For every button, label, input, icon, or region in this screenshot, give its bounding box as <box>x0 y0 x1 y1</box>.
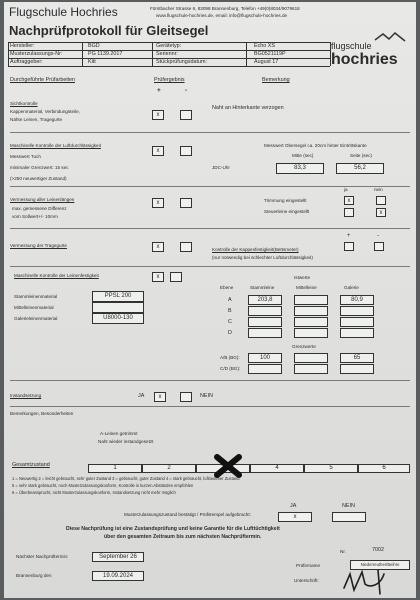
porosity-side-label: Seite (sec) <box>350 153 372 158</box>
ab-gallery-limit-value[interactable]: 65 <box>340 353 374 363</box>
line-strength-minus-checkbox[interactable] <box>170 272 182 282</box>
date-value[interactable]: 19.09.2024 <box>92 571 144 581</box>
level-header: Ebene <box>220 285 234 290</box>
visual-check-title: Sichtkontrolle <box>10 101 38 106</box>
signature-label: Unterschrift: <box>294 578 319 583</box>
main-line-b-value[interactable] <box>248 306 282 316</box>
serial-value: BG0521119P <box>254 51 286 57</box>
condition-legend-1: 1 = Neuwertig 2 = leicht gebraucht, sehr guter Zustand 3 = gebraucht, guter Zustand 4 = stark gebraucht, lufiriedener Zustand <box>12 476 240 481</box>
cd-main-limit-value[interactable] <box>248 364 282 374</box>
disclaimer-line-2: über den gesamten Zeitraum bis zum nächsten Nachprüftermin. <box>104 534 262 540</box>
middle-line-b-value[interactable] <box>294 306 328 316</box>
main-line-a-value[interactable]: 203,8 <box>248 295 282 305</box>
brake-line-label: Steuerleine eingestellt <box>264 209 310 214</box>
device-info <box>8 42 330 66</box>
selected-grade-cross-icon <box>214 454 242 478</box>
number-label: Nr. <box>340 549 346 554</box>
level-a: A <box>228 297 232 303</box>
trim-no-checkbox[interactable] <box>376 196 386 205</box>
visual-check-plus-checkbox[interactable]: x <box>152 110 164 120</box>
company-name: Flugschule Hochries <box>9 5 118 19</box>
main-line-material-value[interactable]: PPSL 200 <box>92 291 144 302</box>
porosity-title: Maschinelle Kontrolle der Luftdurchlässigkeit <box>10 143 101 148</box>
serial-label: Seriennr: <box>156 51 178 57</box>
lines-no-header: nein <box>374 187 383 192</box>
trim-label: Trimmung eingestellt <box>264 198 307 203</box>
inspector-name-label: Prüfername <box>296 563 321 568</box>
line-lengths-title: Vermessung aller Leinenlängen <box>10 197 75 202</box>
middle-line-material-value[interactable] <box>92 302 144 313</box>
line-lengths-minus-checkbox[interactable] <box>180 198 192 208</box>
gallery-line-material-label: Galerieleinenmaterial <box>14 316 58 321</box>
porosity-line-1: Messwert Tuch <box>10 154 41 159</box>
canopy-strength-note: (nur notwendig bei schlechter Luftdurchlässigkeit) <box>212 255 313 260</box>
porosity-middle-label: Mitte (sec) <box>292 153 314 158</box>
main-line-c-value[interactable] <box>248 317 282 327</box>
ab-main-limit-value[interactable]: 100 <box>248 353 282 363</box>
type-label: Gerätetyp: <box>156 43 182 49</box>
middle-line-material-label: Mittelleinenmaterial <box>14 305 54 310</box>
page-title: Nachprüfprotokoll für Gleitsegel <box>9 23 209 38</box>
condition-legend-3: 6 = Überbeansprucht, nicht Musterzulassungskonform, Instandsetzung nicht mehr möglich <box>12 490 176 495</box>
grade-2[interactable]: 2 <box>142 464 196 473</box>
grade-6[interactable]: 6 <box>358 464 410 473</box>
inspector-name-value[interactable]: Niederreuther/Beihre <box>350 560 410 570</box>
main-line-d-value[interactable] <box>248 328 282 338</box>
gallery-line-material-value[interactable]: U8000-130 <box>92 313 144 324</box>
brake-line-yes-checkbox[interactable] <box>344 208 354 217</box>
tests-column-header: Durchgeführte Prüfarbeiten <box>10 77 76 83</box>
manufacturer-value: BGD <box>88 43 100 49</box>
condition-legend-2: 5 = sehr stark gebraucht, noch Musterzulassungskonform, Kontrolle in kurzen Abständen empfohlen <box>12 483 194 488</box>
conform-no-label: NEIN <box>342 503 355 509</box>
limit-values-header: Grenzwerte <box>292 344 316 349</box>
ab-middle-limit-value[interactable] <box>294 353 328 363</box>
canopy-strength-minus-checkbox[interactable] <box>374 242 384 251</box>
company-web: www.flugschule-hochries.de, email: info@flugschule-hochries.de <box>156 13 288 18</box>
gallery-line-header: Galerie <box>344 285 359 290</box>
porosity-minus-checkbox[interactable] <box>180 146 192 156</box>
visual-check-line-2: Nähte Leinen, Tragegurte <box>10 117 63 122</box>
gallery-line-c-value[interactable] <box>340 317 374 327</box>
result-column-header: Prüfergebnis <box>154 77 185 83</box>
gallery-line-a-value[interactable]: 80,9 <box>340 295 374 305</box>
actual-values-header: Istwerte <box>294 275 311 280</box>
trim-yes-checkbox[interactable]: x <box>344 196 354 205</box>
conform-yes-checkbox[interactable]: x <box>278 512 312 522</box>
disclaimer-line-1: Diese Nachprüfung ist eine Zustandsprüfung und keine Garantie für die Lufttüchtigkeit <box>66 526 280 532</box>
line-lengths-line-2: vom Sollwert+/- 10mm <box>12 214 58 219</box>
plus-header: + <box>157 87 161 94</box>
main-line-header: Stammleine <box>250 285 275 290</box>
line-strength-title: Maschinelle Kontrolle der Leinenfestigkeit <box>14 273 99 278</box>
cd-gallery-limit-value[interactable] <box>340 364 374 374</box>
risers-minus-checkbox[interactable] <box>180 242 192 252</box>
gallery-line-b-value[interactable] <box>340 306 374 316</box>
middle-line-d-value[interactable] <box>294 328 328 338</box>
conform-no-checkbox[interactable] <box>332 512 366 522</box>
remarks-title: Bemerkungen, Besonderheiten <box>10 411 74 416</box>
repair-yes-checkbox[interactable]: x <box>154 392 166 402</box>
manufacturer-label: Hersteller: <box>10 43 35 49</box>
company-address: Förstbacher Strasse 6, 83098 Brannenburg, Telefon +49(0)8034/9079618 <box>150 6 300 11</box>
overall-condition-title: Gesamtzustand <box>12 462 50 468</box>
signature-image <box>340 566 400 596</box>
grade-5[interactable]: 5 <box>304 464 358 473</box>
next-inspection-label: Nächster Nachprüftermin: <box>16 554 69 559</box>
porosity-plus-checkbox[interactable]: x <box>152 146 164 156</box>
remark-line-2: Naht wieder instandgesetzt <box>98 439 154 444</box>
porosity-line-3: (>250 neuwertiger Zustand) <box>10 176 67 181</box>
repair-title: Instandsetzung <box>10 393 42 398</box>
grade-4[interactable]: 4 <box>250 464 304 473</box>
cd-limit-label: C/D (BG): <box>220 366 241 371</box>
middle-line-c-value[interactable] <box>294 317 328 327</box>
gallery-line-d-value[interactable] <box>340 328 374 338</box>
cd-middle-limit-value[interactable] <box>294 364 328 374</box>
grade-1[interactable]: 1 <box>88 464 142 473</box>
level-d: D <box>228 330 232 336</box>
conform-text: Musterzulassungszustand bestätigt / Prüfstempel aufgebracht: <box>124 512 251 517</box>
main-line-material-label: Stammleinenmaterial <box>14 294 58 299</box>
lines-yes-header: ja <box>344 187 348 192</box>
conform-yes-label: JA <box>290 503 297 509</box>
minus-header: - <box>185 87 188 94</box>
risers-plus-checkbox[interactable]: x <box>152 242 164 252</box>
visual-check-minus-checkbox[interactable] <box>180 110 192 120</box>
middle-line-header: Mittelleine <box>296 285 317 290</box>
repair-yes-label: JA <box>138 393 145 399</box>
date-label: Brannenburg den <box>16 573 52 578</box>
middle-line-a-value[interactable] <box>294 295 328 305</box>
approval-value: PG 1139.2017 <box>88 51 123 57</box>
strength-minus-header: - <box>377 233 379 239</box>
number-value: 7002 <box>372 547 384 553</box>
strength-plus-header: + <box>347 233 351 239</box>
visual-check-line-1: Kappenmaterial, Verbindungsteile, <box>10 109 80 114</box>
client-label: Auftraggeber: <box>10 59 43 65</box>
inspection-date-value: August 17 <box>254 59 279 65</box>
line-strength-plus-checkbox[interactable]: x <box>152 272 164 282</box>
porosity-middle-value[interactable]: 83,3 <box>276 163 324 174</box>
level-c: C <box>228 319 232 325</box>
visual-check-remark: Naht an Hinterkante verzogen <box>212 105 284 111</box>
repair-no-label: NEIN <box>200 393 213 399</box>
line-lengths-line-1: max. gemessene Differenz <box>12 206 67 211</box>
porosity-line-2: minimaler Grenzwert: 15 sec <box>10 165 69 170</box>
risers-title: Vermessung der Tragegurte <box>10 243 67 248</box>
hochries-logo: flugschule hochries <box>331 30 413 70</box>
porosity-remark: Messwert Obersegel ca. 20cm hinter Eintrittskante <box>264 143 367 148</box>
ab-limit-label: A/B (BG): <box>220 355 240 360</box>
next-inspection-value[interactable]: September 26 <box>92 552 144 562</box>
level-b: B <box>228 308 232 314</box>
remark-column-header: Bemerkung <box>262 77 290 83</box>
client-value: Kitt <box>88 59 96 65</box>
canopy-strength-plus-checkbox[interactable] <box>344 242 354 251</box>
repair-no-checkbox[interactable] <box>180 392 192 402</box>
protocol-sheet <box>4 2 416 598</box>
line-lengths-plus-checkbox[interactable]: x <box>152 198 164 208</box>
brake-line-no-checkbox[interactable]: x <box>376 208 386 217</box>
remark-line-1: A-Leinen getrimmt <box>100 431 138 436</box>
type-value: Echo XS <box>254 43 275 49</box>
canopy-strength-remark: Kontrolle der Kappenfestigkeit(Bettsmeter) <box>212 247 299 252</box>
inspection-date-label: Stückprüfungsdatum: <box>156 59 207 65</box>
porosity-side-value[interactable]: 56,2 <box>336 163 384 174</box>
approval-label: Musterzulassungs-Nr: <box>10 51 63 57</box>
porosity-device: JDC-Uhr <box>212 165 230 170</box>
